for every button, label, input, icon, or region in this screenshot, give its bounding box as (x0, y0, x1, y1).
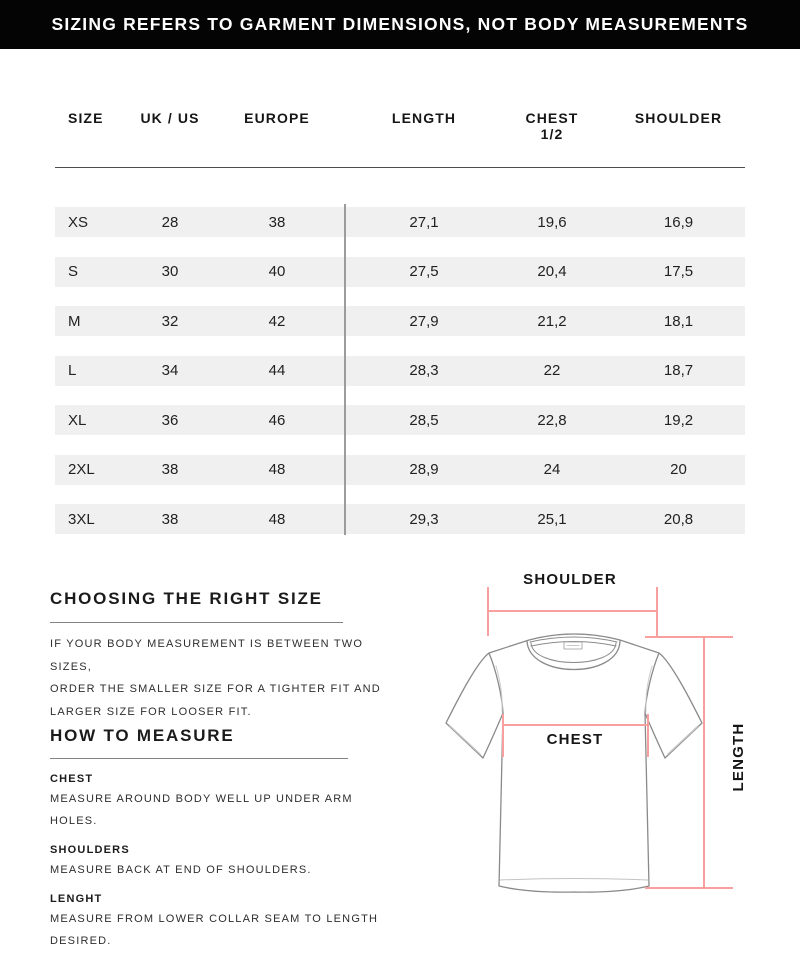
table-cell-chest: 20,4 (537, 263, 567, 280)
table-cell-europe: 38 (268, 213, 286, 231)
table-cell-uk_us: 30 (161, 263, 179, 280)
table-cell-chest: 24 (543, 461, 561, 478)
table-cell-length: 28,5 (409, 411, 439, 429)
diagram-shoulder-label: SHOULDER (523, 571, 617, 588)
shoulder-measure-line (488, 587, 657, 636)
table-cell-uk_us: 34 (161, 362, 179, 379)
how-to-measure-title: HOW TO MEASURE (50, 726, 235, 745)
diagram-chest-label: CHEST (546, 731, 604, 748)
paragraph-line: IF YOUR BODY MEASUREMENT IS BETWEEN TWO SIZES, (50, 638, 364, 673)
table-cell-chest: 19,6 (537, 213, 567, 231)
table-cell-europe: 48 (268, 510, 286, 528)
table-row (55, 356, 745, 386)
table-cell-shoulder: 20,8 (663, 510, 694, 528)
measure-item-label: CHEST (50, 773, 94, 785)
table-row (55, 257, 745, 287)
table-row (55, 306, 745, 336)
table-cell-length: 27,9 (409, 312, 439, 330)
column-header-length: LENGTH (391, 110, 457, 126)
table-cell-shoulder: 20 (670, 461, 687, 478)
measure-item-chest (50, 771, 390, 832)
measure-item-lenght (50, 891, 390, 952)
choosing-size-rule (50, 622, 343, 623)
table-cell-size: XL (68, 411, 87, 429)
table-cell-shoulder: 18,7 (663, 362, 694, 379)
column-header-size: SIZE (68, 110, 104, 126)
table-cell-uk_us: 32 (161, 312, 179, 330)
table-cell-europe: 40 (268, 263, 286, 280)
table-cell-europe: 46 (268, 411, 286, 429)
table-cell-size: 2XL (68, 461, 95, 478)
table-cell-shoulder: 17,5 (663, 263, 694, 280)
column-header-uk-us: UK / US (140, 110, 200, 126)
table-cell-size: S (68, 263, 79, 280)
table-cell-length: 27,1 (409, 213, 439, 231)
measure-item-text: MEASURE BACK AT END OF SHOULDERS. (50, 864, 312, 876)
column-header-europe: EUROPE (244, 110, 310, 126)
table-cell-size: L (68, 362, 77, 379)
table-row (55, 504, 745, 534)
table-cell-size: XS (68, 213, 89, 231)
table-cell-uk_us: 36 (161, 411, 179, 429)
table-column-divider (344, 204, 346, 535)
table-cell-shoulder: 19,2 (663, 411, 694, 429)
table-cell-chest: 21,2 (537, 312, 567, 330)
table-cell-europe: 42 (268, 312, 286, 330)
table-cell-length: 27,5 (409, 263, 439, 280)
table-row (55, 455, 745, 485)
table-cell-europe: 44 (268, 362, 286, 379)
table-cell-length: 28,3 (409, 362, 439, 379)
banner-text: SIZING REFERS TO GARMENT DIMENSIONS, NOT BODY MEASUREMENTS (51, 14, 749, 34)
table-cell-chest: 25,1 (537, 510, 567, 528)
column-header-chest (492, 110, 612, 142)
table-cell-uk_us: 28 (161, 213, 179, 231)
measure-item-shoulders (50, 842, 390, 881)
table-cell-uk_us: 38 (161, 461, 179, 478)
measure-item-text: MEASURE AROUND BODY WELL UP UNDER ARM HOLES. (50, 793, 353, 827)
table-row (55, 405, 745, 435)
measure-item-text: MEASURE FROM LOWER COLLAR SEAM TO LENGTH DESIRED. (50, 913, 379, 947)
table-header-rule (55, 167, 745, 168)
table-cell-length: 29,3 (409, 510, 439, 528)
how-to-measure-rule (50, 758, 348, 759)
choosing-size-title: CHOOSING THE RIGHT SIZE (50, 589, 323, 608)
column-header-chest-label: CHEST (525, 110, 579, 126)
table-cell-shoulder: 16,9 (663, 213, 694, 231)
table-cell-size: 3XL (68, 510, 95, 528)
column-header-chest-sub: 1/2 (540, 126, 564, 142)
paragraph-line: ORDER THE SMALLER SIZE FOR A TIGHTER FIT AND (50, 683, 381, 695)
column-header-spacer (334, 110, 356, 142)
measure-item-label: SHOULDERS (50, 844, 130, 856)
measure-item-label: LENGHT (50, 893, 103, 905)
table-cell-europe: 48 (268, 461, 286, 478)
table-cell-chest: 22 (543, 362, 561, 379)
table-cell-uk_us: 38 (161, 510, 179, 528)
table-cell-shoulder: 18,1 (663, 312, 694, 330)
diagram-length-label: LENGTH (730, 722, 747, 792)
garment-dimensions-banner (0, 0, 800, 49)
table-cell-size: M (68, 312, 81, 330)
table-row (55, 207, 745, 237)
size-table-header (55, 110, 745, 142)
table-cell-chest: 22,8 (537, 411, 567, 429)
choosing-size-paragraph (50, 633, 390, 723)
paragraph-line: LARGER SIZE FOR LOOSER FIT. (50, 705, 252, 718)
column-header-shoulder: SHOULDER (634, 110, 723, 126)
size-table-rows (55, 207, 745, 554)
tshirt-outline (446, 634, 702, 892)
table-cell-length: 28,9 (409, 461, 439, 478)
measure-instructions-list (50, 771, 390, 962)
